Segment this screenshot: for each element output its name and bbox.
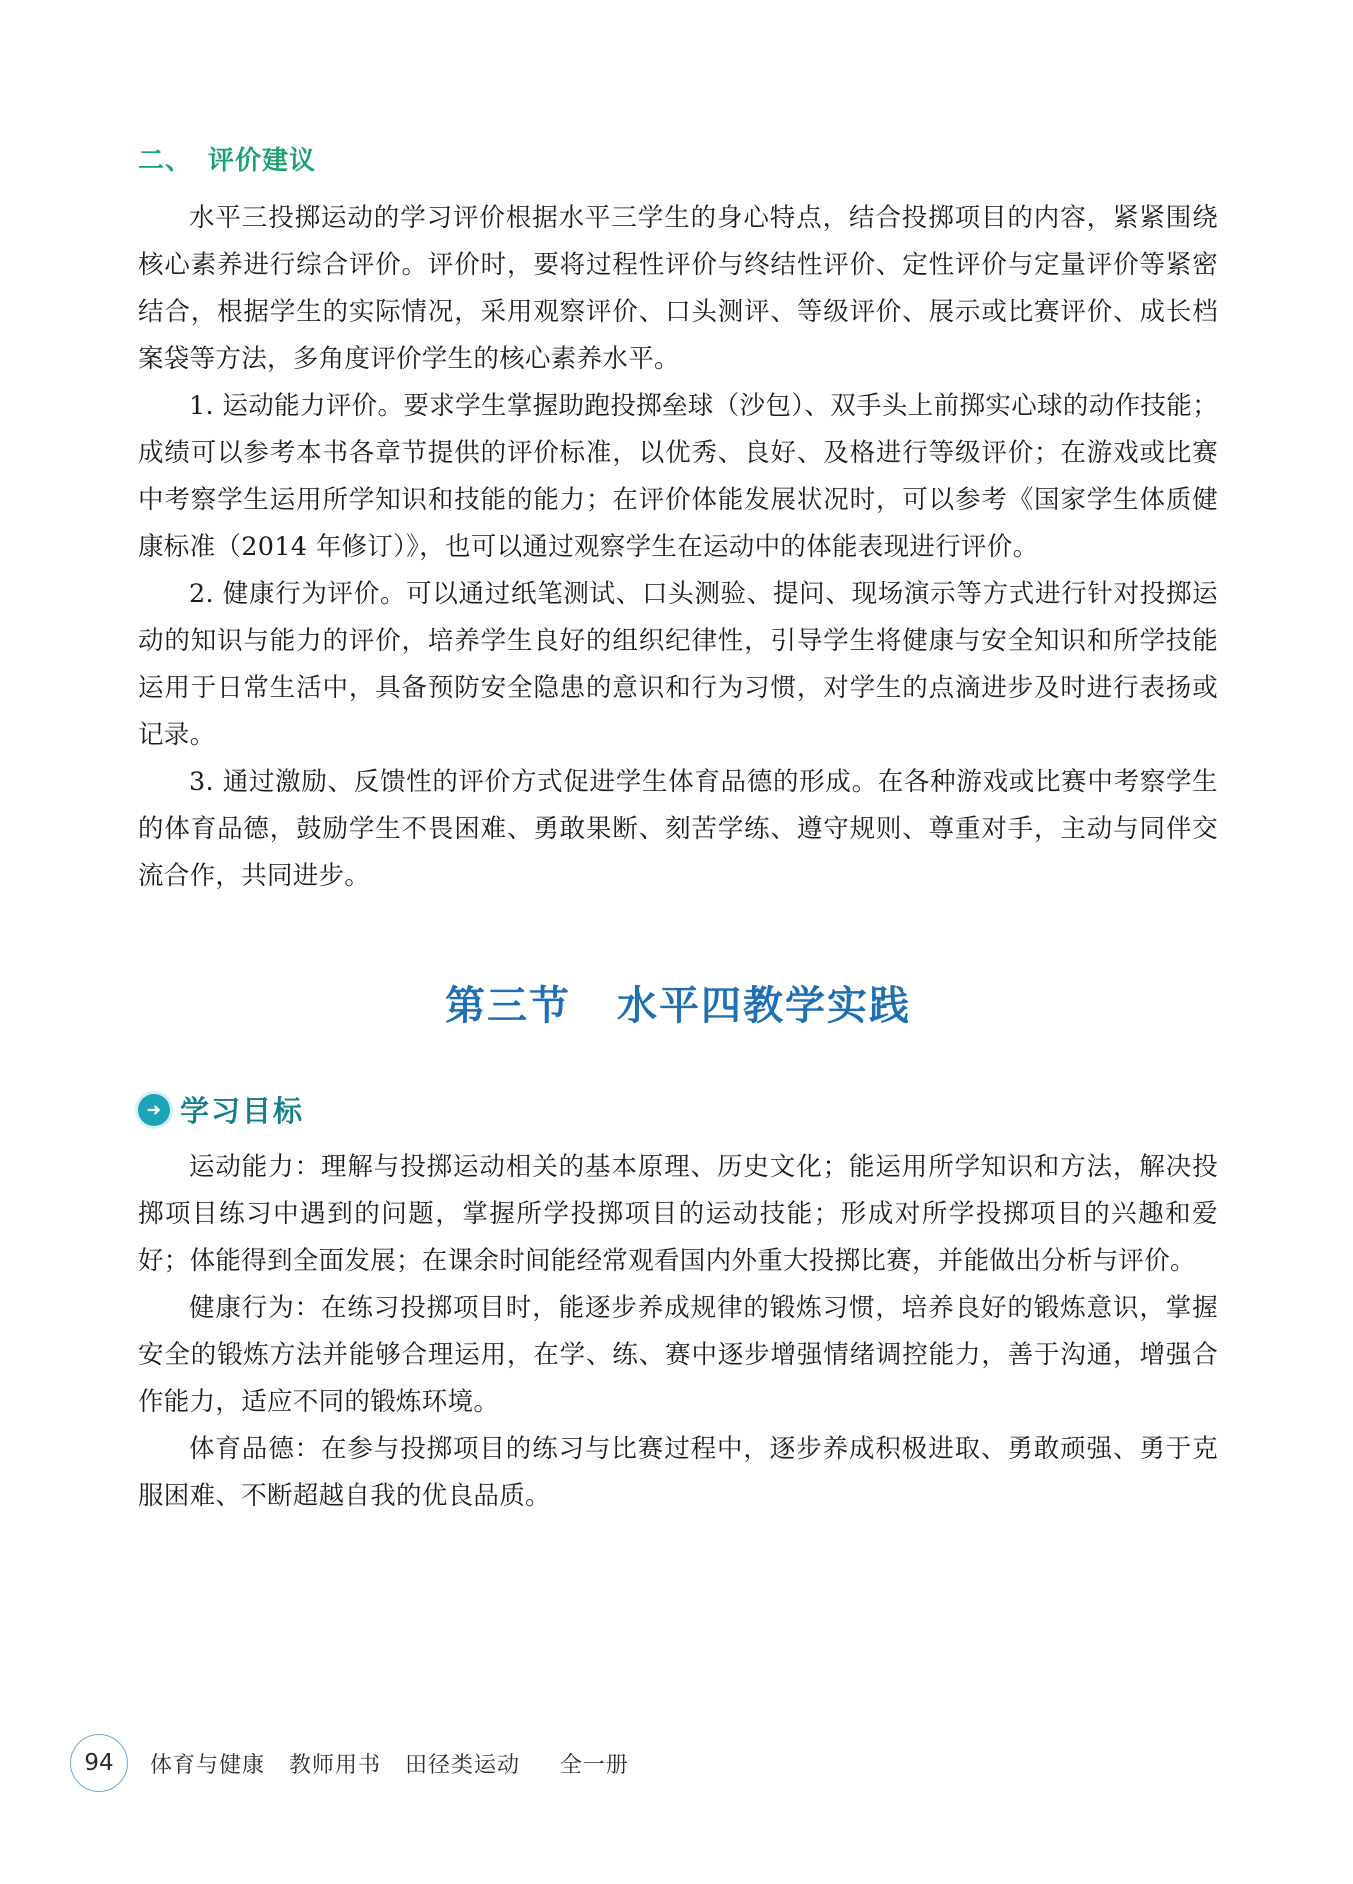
- section-number: 二、: [138, 146, 193, 176]
- section-heading: [138, 140, 1218, 177]
- paragraph: 1. 运动能力评价。要求学生掌握助跑投掷垒球（沙包）、双手头上前掷实心球的动作技能；成绩可以参考本书各章节提供的评价标准，以优秀、良好、及格进行等级评价；在游戏或比赛中考察学生运用所学知识和技能的能力；在评价体能发展状况时，可以参考《国家学生体质健康标准（2014 年修订）》，也可以通过观察学生在运动中的体能表现进行评价。: [138, 391, 1218, 562]
- chapter-name: 水平四教学实践: [617, 982, 911, 1029]
- paragraph: 3. 通过激励、反馈性的评价方式促进学生体育品德的形成。在各种游戏或比赛中考察学生的体育品德，鼓励学生不畏困难、勇敢果断、刻苦学练、遵守规则、尊重对手，主动与同伴交流合作，共同进步。: [138, 767, 1218, 891]
- footer-text: 体育与健康 教师用书 田径类运动 全一册: [150, 1752, 629, 1778]
- arrow-right-circle-icon: [138, 1094, 170, 1126]
- paragraph: 健康行为：在练习投掷项目时，能逐步养成规律的锻炼习惯，培养良好的锻炼意识，掌握安全的锻炼方法并能够合理运用，在学、练、赛中逐步增强情绪调控能力，善于沟通，增强合作能力，适应不同的锻炼环境。: [138, 1293, 1218, 1417]
- paragraph: 水平三投掷运动的学习评价根据水平三学生的身心特点，结合投掷项目的内容，紧紧围绕核心素养进行综合评价。评价时，要将过程性评价与终结性评价、定性评价与定量评价等紧密结合，根据学生的实际情况，采用观察评价、口头测评、等级评价、展示或比赛评价、成长档案袋等方法，多角度评价学生的核心素养水平。: [138, 203, 1218, 374]
- page-number: 94: [70, 1734, 128, 1792]
- learning-goals-label: 学习目标: [180, 1094, 305, 1128]
- paragraph: 运动能力：理解与投掷运动相关的基本原理、历史文化；能运用所学知识和方法，解决投掷项目练习中遇到的问题，掌握所学投掷项目的运动技能；形成对所学投掷项目的兴趣和爱好；体能得到全面发展；在课余时间能经常观看国内外重大投掷比赛，并能做出分析与评价。: [138, 1152, 1218, 1276]
- page-content: [138, 140, 1218, 1520]
- chapter-label: 第三节: [445, 982, 571, 1029]
- page-footer: [70, 1734, 629, 1792]
- chapter-title: [138, 974, 1218, 1031]
- paragraph: 体育品德：在参与投掷项目的练习与比赛过程中，逐步养成积极进取、勇敢顽强、勇于克服困难、不断超越自我的优良品质。: [138, 1434, 1218, 1511]
- learning-goals-heading: [138, 1089, 1218, 1130]
- section-title: 评价建议: [208, 146, 317, 176]
- paragraph: 2. 健康行为评价。可以通过纸笔测试、口头测验、提问、现场演示等方式进行针对投掷运动的知识与能力的评价，培养学生良好的组织纪律性，引导学生将健康与安全知识和所学技能运用于日常生活中，具备预防安全隐患的意识和行为习惯，对学生的点滴进步及时进行表扬或记录。: [138, 579, 1218, 750]
